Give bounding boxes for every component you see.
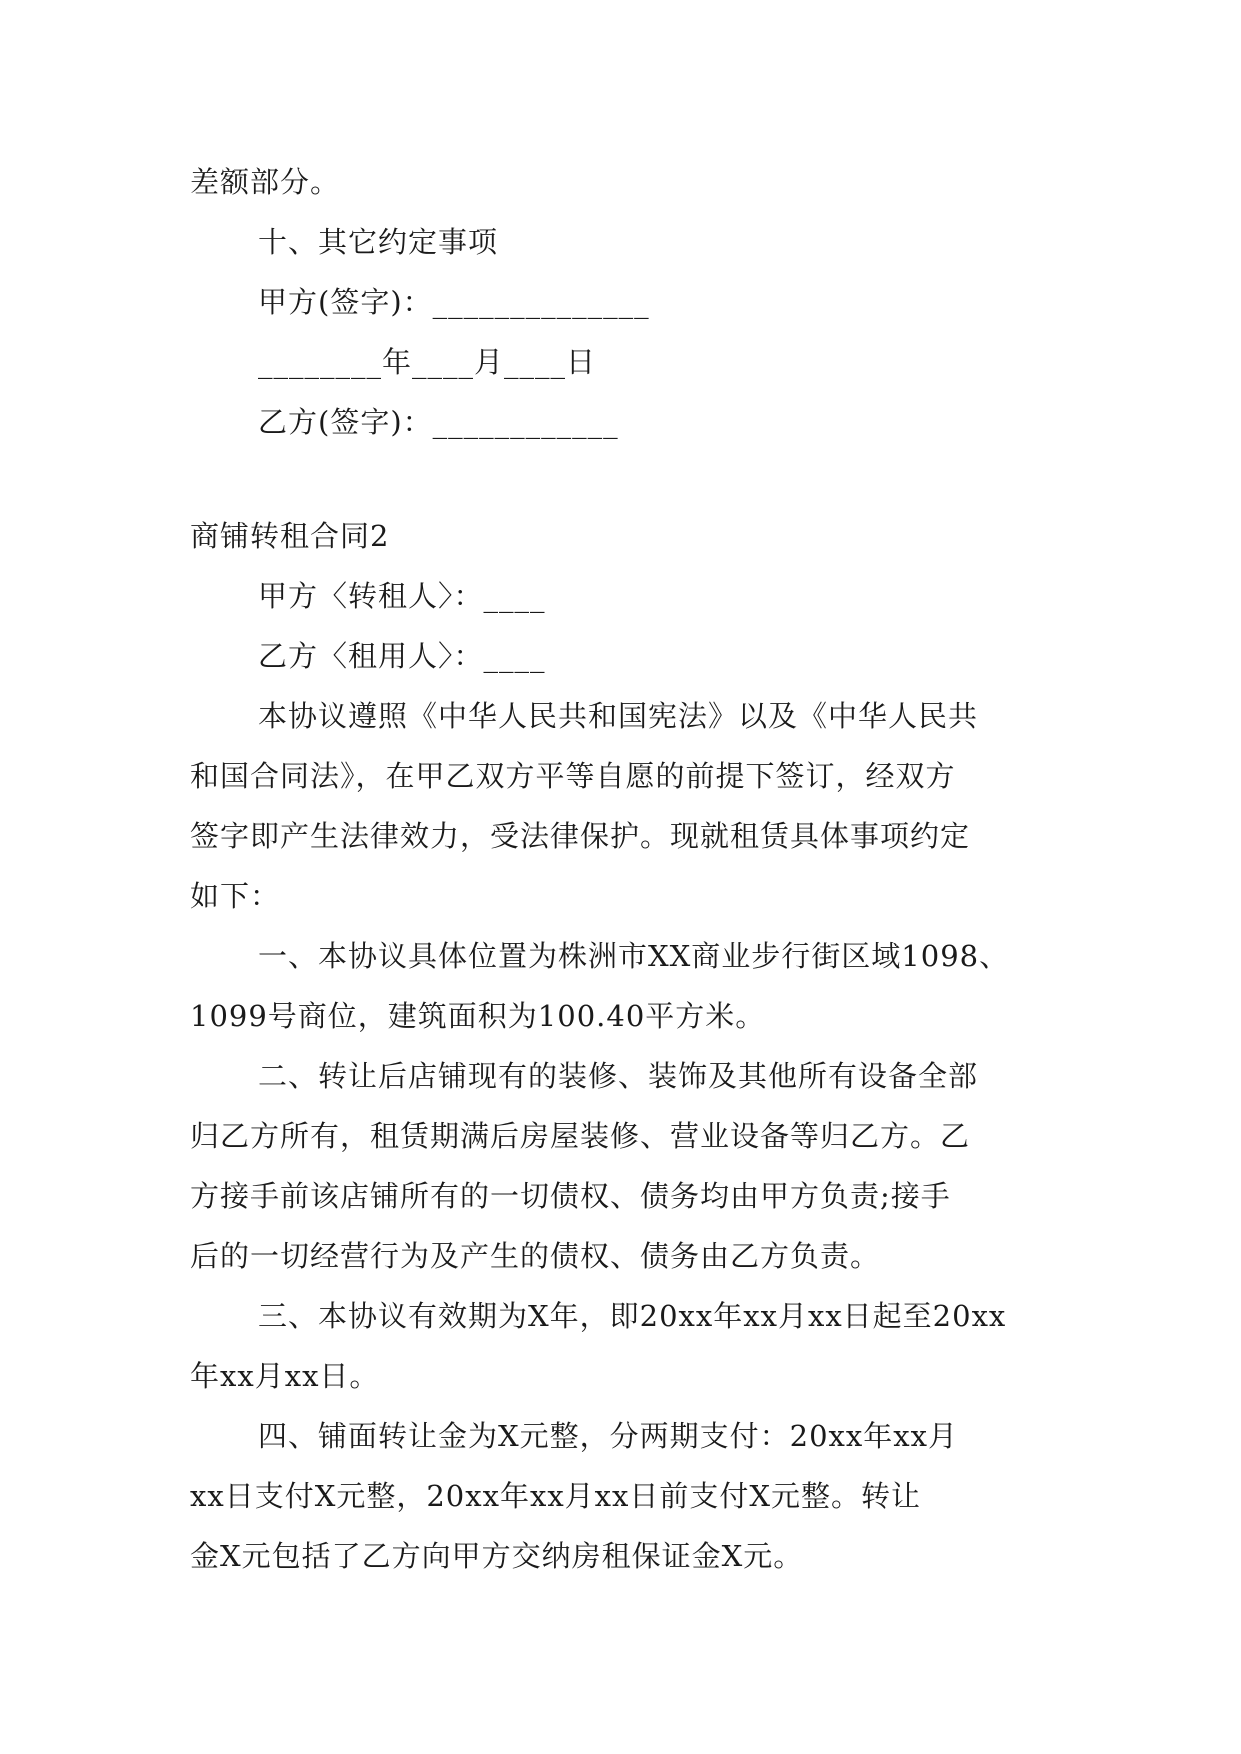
text-line: 归乙方所有，租赁期满后房屋装修、营业设备等归乙方。乙 [190, 1119, 971, 1153]
signature-line-party-a: 甲方(签字)：______________ [258, 285, 650, 319]
date-line: ________年____月____日 [258, 345, 597, 379]
signature-line-party-b: 乙方(签字)：____________ [258, 405, 619, 439]
text-line: 和国合同法》，在甲乙双方平等自愿的前提下签订，经双方 [190, 759, 956, 793]
section-heading: 十、其它约定事项 [258, 225, 499, 259]
text-line: 差额部分。 [190, 165, 341, 199]
text-line: 如下： [190, 879, 281, 913]
text-line: 金X元包括了乙方向甲方交纳房租保证金X元。 [190, 1539, 804, 1573]
text-line: 签字即产生法律效力，受法律保护。现就租赁具体事项约定 [190, 819, 971, 853]
party-a-line: 甲方〈转租人〉：____ [258, 579, 546, 613]
text-line: 三、本协议有效期为X年，即20xx年xx月xx日起至20xx [258, 1299, 1007, 1333]
party-b-line: 乙方〈租用人〉：____ [258, 639, 546, 673]
text-line: 四、铺面转让金为X元整，分两期支付：20xx年xx月 [258, 1419, 958, 1453]
text-line: 一、本协议具体位置为株洲市XX商业步行街区域1098、 [258, 939, 1010, 973]
text-line: 方接手前该店铺所有的一切债权、债务均由甲方负责;接手 [190, 1179, 951, 1213]
text-line: 本协议遵照《中华人民共和国宪法》以及《中华人民共 [258, 699, 979, 733]
contract-title: 商铺转租合同2 [190, 519, 390, 553]
text-line: 后的一切经营行为及产生的债权、债务由乙方负责。 [190, 1239, 881, 1273]
text-line: 二、转让后店铺现有的装修、装饰及其他所有设备全部 [258, 1059, 979, 1093]
text-line: 1099号商位，建筑面积为100.40平方米。 [190, 999, 766, 1033]
text-line: 年xx月xx日。 [190, 1359, 380, 1393]
text-line: xx日支付X元整，20xx年xx月xx日前支付X元整。转让 [190, 1479, 922, 1513]
